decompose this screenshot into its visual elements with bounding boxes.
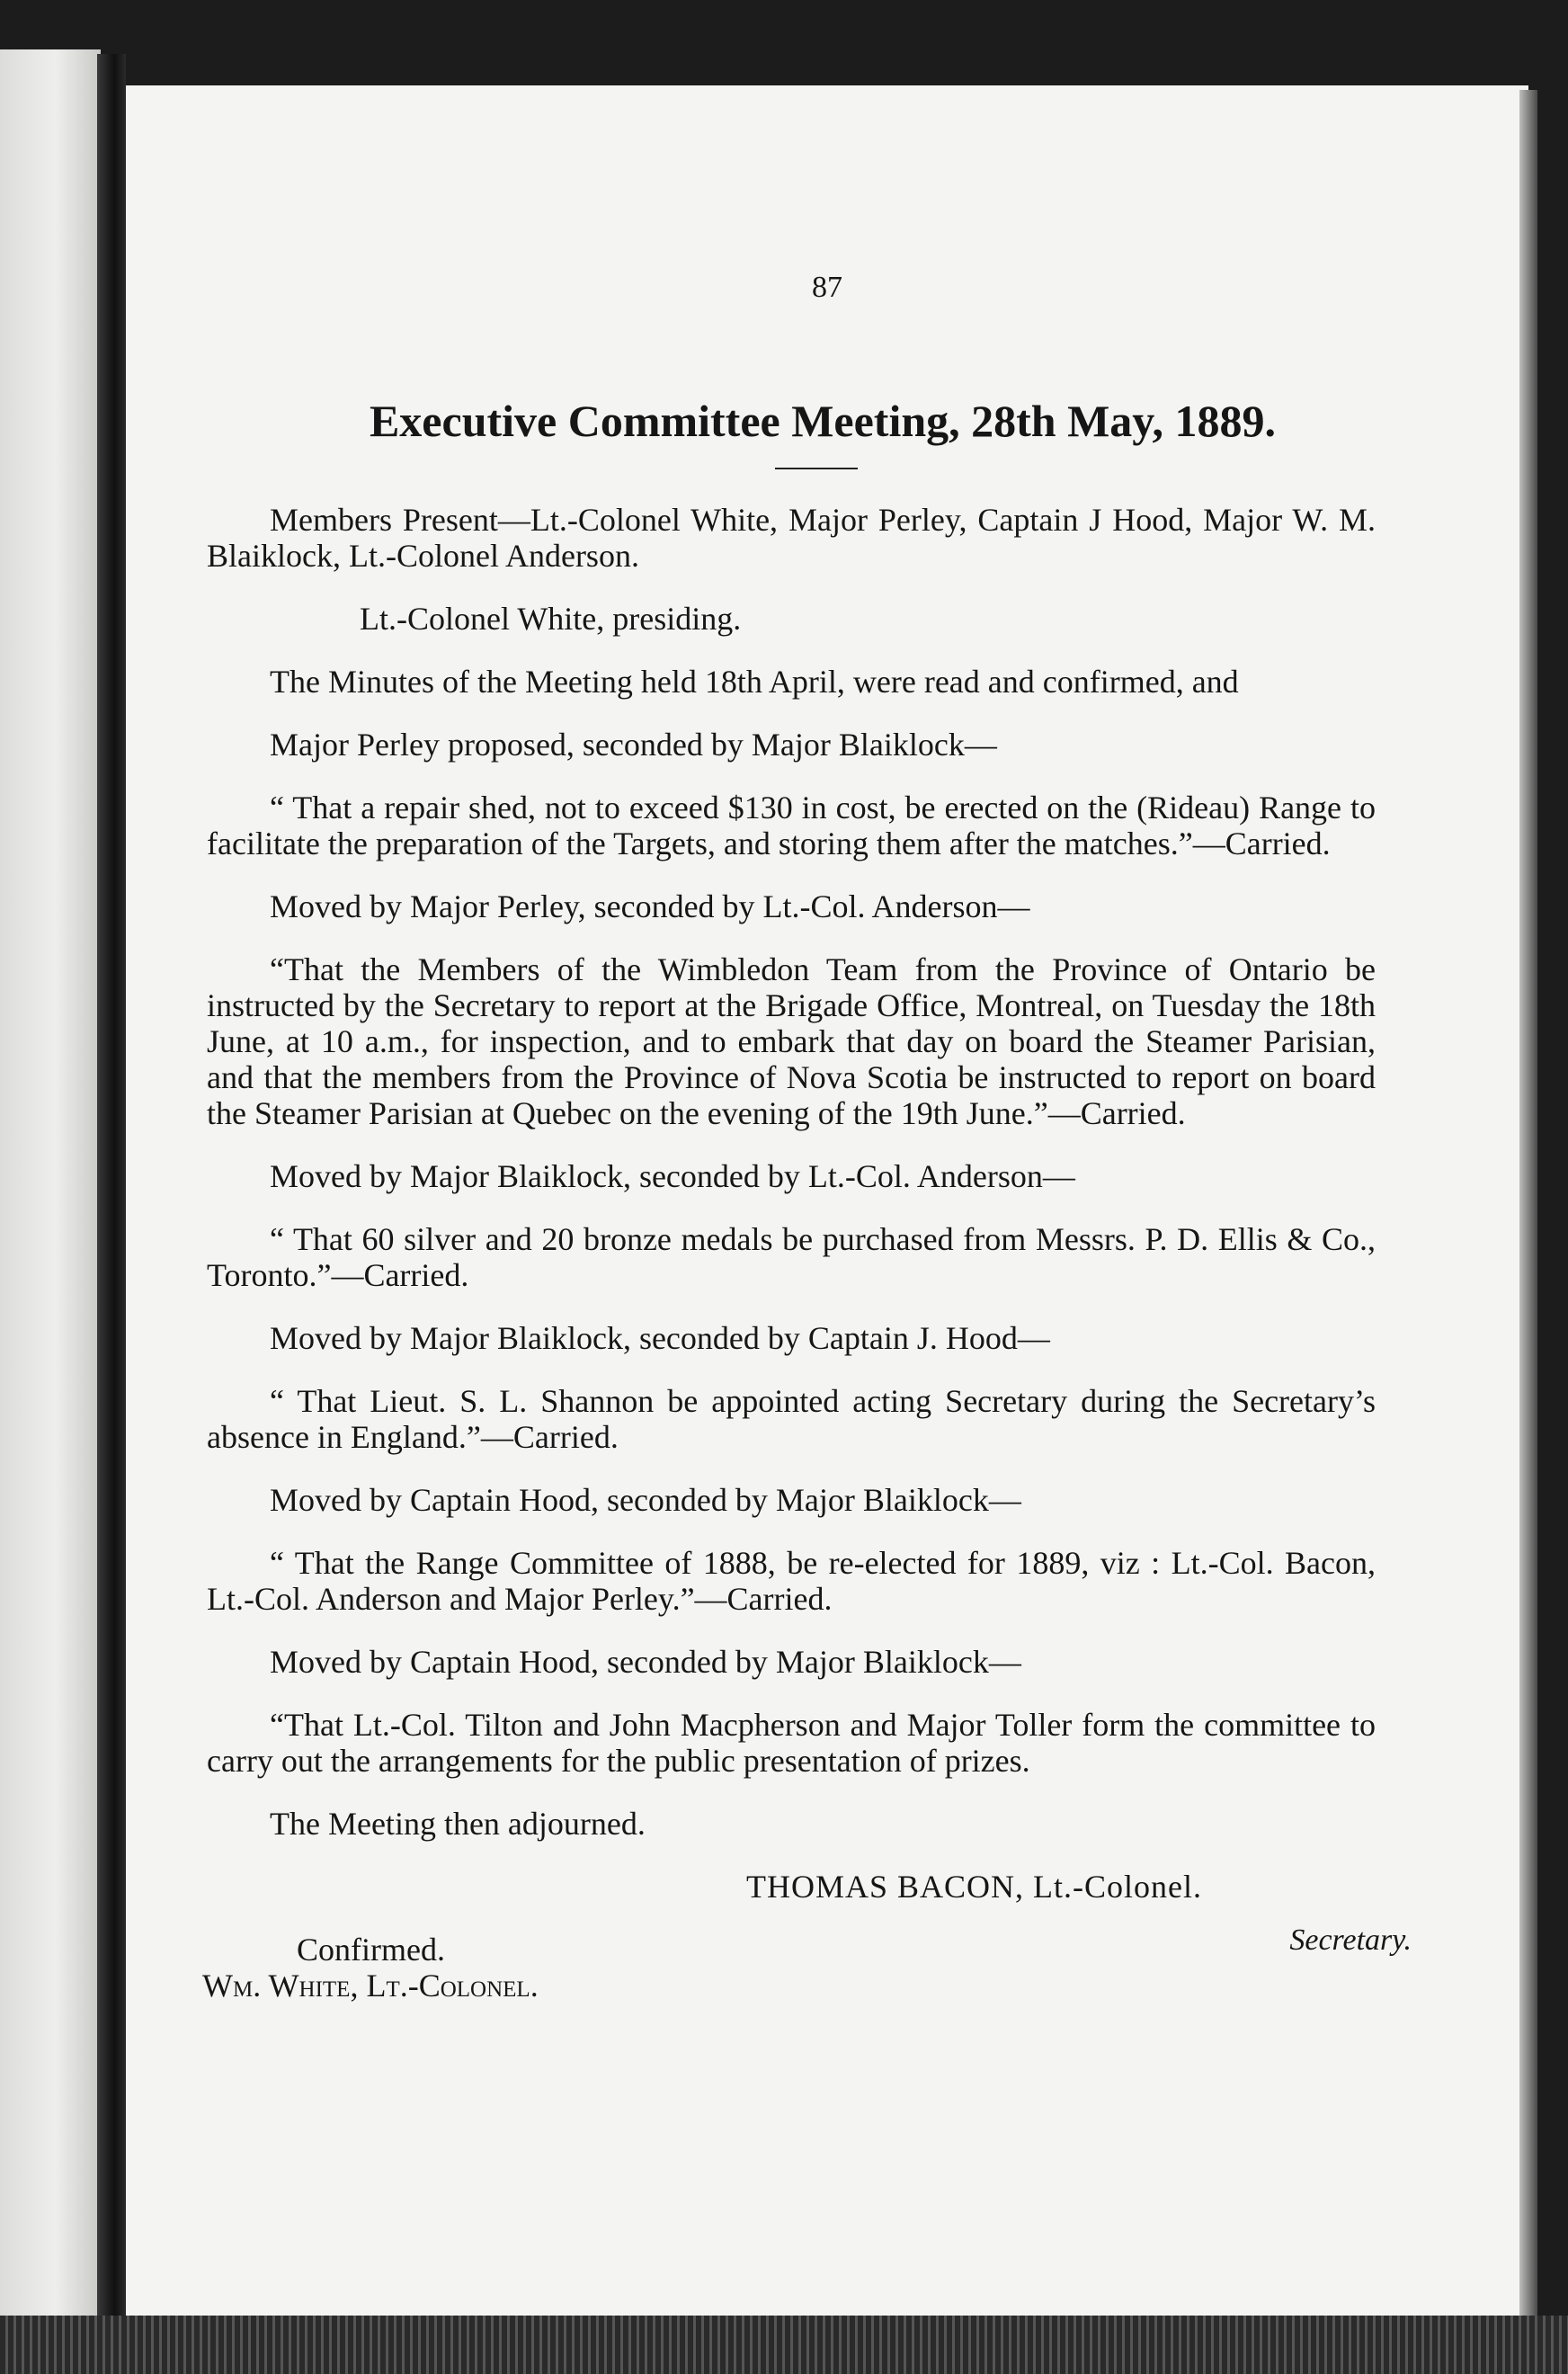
members-present: Members Present—Lt.-Colonel White, Major Perley, Captain J Hood, Major W. M. Blaiklock, Lt.-Colonel Anderson.	[207, 502, 1376, 574]
page-number: 87	[812, 271, 842, 304]
motion-intro: Moved by Major Blaiklock, seconded by Lt.-Col. Anderson—	[270, 1158, 1075, 1194]
motion-text: “That the Members of the Wimbledon Team from the Province of Ontario be instructed by the Secretary to report at the Brigade Office, Montreal, on Tuesday the 18th June, at 10 a.m., for inspection, and to embark that day on board the Steamer Parisian, and that the members from the Province of Nova Scotia be instructed to report on board the Steamer Parisian at Quebec on the evening of the 19th June.”—Carried.	[207, 951, 1376, 1131]
motion-intro: Moved by Major Perley, seconded by Lt.-Col. Anderson—	[270, 888, 1030, 924]
signature-block	[202, 1869, 1412, 2013]
title-rule	[775, 468, 858, 469]
presiding: Lt.-Colonel White, presiding.	[360, 601, 742, 637]
minutes-confirmed: The Minutes of the Meeting held 18th April, were read and confirmed, and	[270, 664, 1239, 700]
page-content	[202, 270, 1412, 2013]
signatory-name: THOMAS BACON, Lt.-Colonel.	[746, 1869, 1203, 1905]
motion-intro: Moved by Major Blaiklock, seconded by Captain J. Hood—	[270, 1320, 1050, 1356]
previous-page-edge	[0, 49, 101, 2316]
motion-text: “That Lt.-Col. Tilton and John Macpherson and Major Toller form the committee to carry out the arrangements for the public presentation of prizes.	[207, 1707, 1376, 1779]
page-edge-shadow	[1519, 90, 1537, 2320]
motion-intro: Moved by Captain Hood, seconded by Major Blaiklock—	[270, 1644, 1021, 1680]
motion-text: “ That a repair shed, not to exceed $130 in cost, be erected on the (Rideau) Range to facilitate the preparation of the Targets, and storing them after the matches.”—Carried.	[207, 790, 1376, 861]
page-title: Executive Committee Meeting, 28th May, 1889.	[369, 396, 1277, 446]
motion-text: “ That the Range Committee of 1888, be re-elected for 1889, viz : Lt.-Col. Bacon, Lt.-Col. Anderson and Major Perley.”—Carried.	[207, 1545, 1376, 1617]
motion-text: “ That Lieut. S. L. Shannon be appointed acting Secretary during the Secretary’s absence in England.”—Carried.	[207, 1383, 1376, 1455]
signatory-title: Secretary.	[1289, 1923, 1412, 1957]
motion-intro: Major Perley proposed, seconded by Major Blaiklock—	[270, 727, 997, 763]
adjournment: The Meeting then adjourned.	[270, 1806, 646, 1842]
motion-text: “ That 60 silver and 20 bronze medals be purchased from Messrs. P. D. Ellis & Co., Toronto.”—Carried.	[207, 1221, 1376, 1293]
motion-intro: Moved by Captain Hood, seconded by Major Blaiklock—	[270, 1482, 1021, 1518]
book-spine	[97, 54, 126, 2316]
confirmer-name: Wm. White, Lt.-Colonel.	[202, 1968, 539, 2004]
bottom-strip	[0, 2316, 1568, 2374]
confirmed-label: Confirmed.	[297, 1932, 445, 1968]
